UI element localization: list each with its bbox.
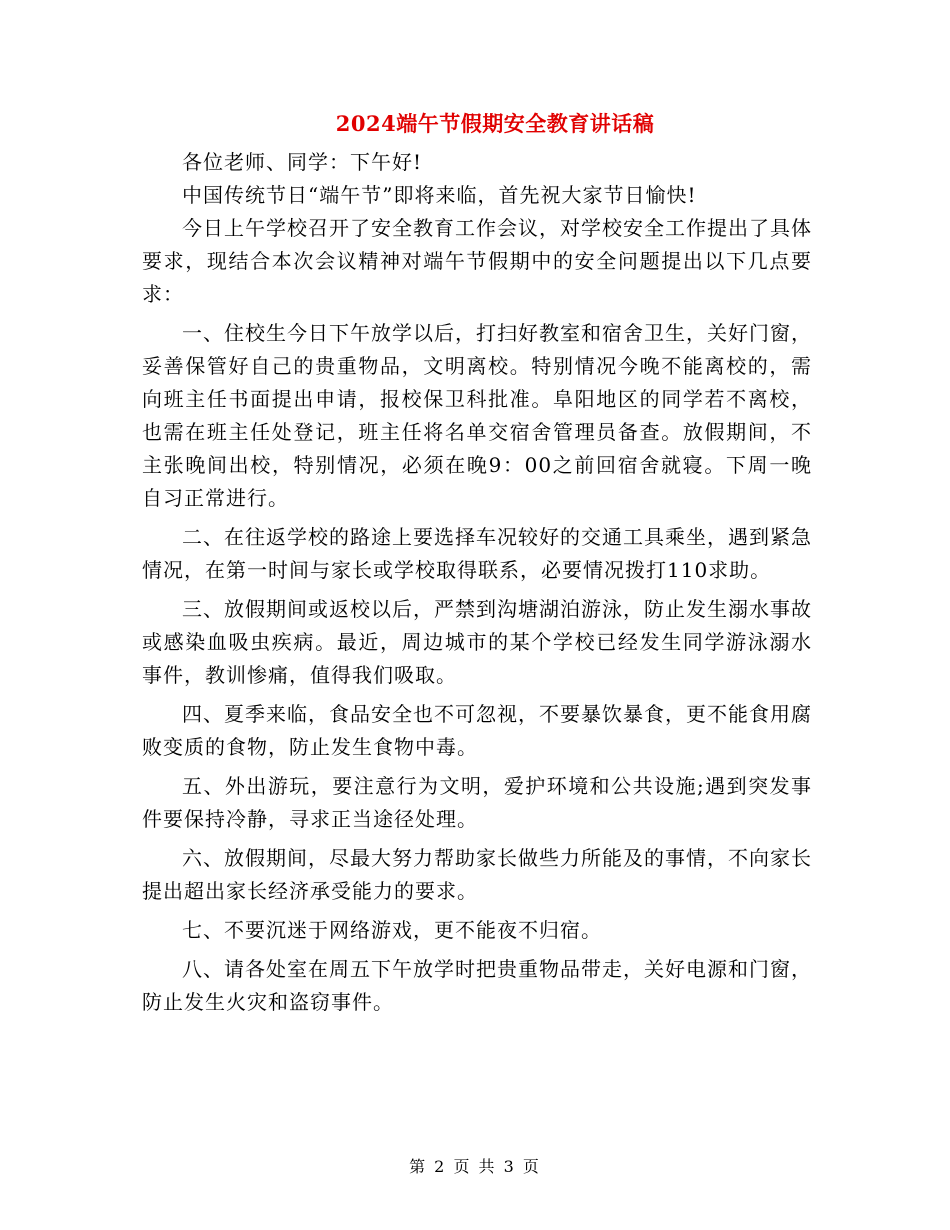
requirement-paragraph-2: 二、在往返学校的路途上要选择车况较好的交通工具乘坐，遇到紧急情况，在第一时间与家长或学校取得联系，必要情况拨打110求助。 (142, 525, 812, 582)
requirement-paragraph-5: 五、外出游玩，要注意行为文明，爱护环境和公共设施;遇到突发事件要保持冷静，寻求正当途径处理。 (142, 774, 812, 831)
requirement-paragraph-1: 一、住校生今日下午放学以后，打扫好教室和宿舍卫生，关好门窗，妥善保管好自己的贵重物品，文明离校。特别情况今晚不能离校的，需向班主任书面提出申请，报校保卫科批准。阜阳地区的同学若不离校，也需在班主任处登记，班主任将名单交宿舍管理员备查。放假期间，不主张晚间出校，特别情况，必须在晚9：00之前回宿舍就寝。下周一晚自习正常进行。 (142, 321, 812, 510)
requirement-paragraph-6: 六、放假期间，尽最大努力帮助家长做些力所能及的事情，不向家长提出超出家长经济承受能力的要求。 (142, 846, 812, 903)
page-number-footer: 第 2 页 共 3 页 (409, 1157, 541, 1176)
intro-paragraph: 今日上午学校召开了安全教育工作会议，对学校安全工作提出了具体要求，现结合本次会议精神对端午节假期中的安全问题提出以下几点要求： (142, 216, 812, 306)
requirement-paragraph-4: 四、夏季来临，食品安全也不可忽视，不要暴饮暴食，更不能食用腐败变质的食物，防止发生食物中毒。 (142, 702, 812, 759)
document-body (142, 146, 812, 1025)
document-title: 2024端午节假期安全教育讲话稿 (335, 111, 655, 136)
greeting-paragraph: 各位老师、同学：下午好! (182, 150, 423, 174)
requirement-paragraph-3: 三、放假期间或返校以后，严禁到沟塘湖泊游泳，防止发生溺水事故或感染血吸虫疾病。最近，周边城市的某个学校已经发生同学游泳溺水事件，教训惨痛，值得我们吸取。 (142, 597, 812, 687)
holiday-wish-paragraph: 中国传统节日“端午节”即将来临，首先祝大家节日愉快! (182, 183, 697, 207)
requirement-paragraph-7: 七、不要沉迷于网络游戏，更不能夜不归宿。 (182, 918, 602, 942)
requirement-paragraph-8: 八、请各处室在周五下午放学时把贵重物品带走，关好电源和门窗，防止发生火灾和盗窃事件。 (142, 957, 812, 1014)
